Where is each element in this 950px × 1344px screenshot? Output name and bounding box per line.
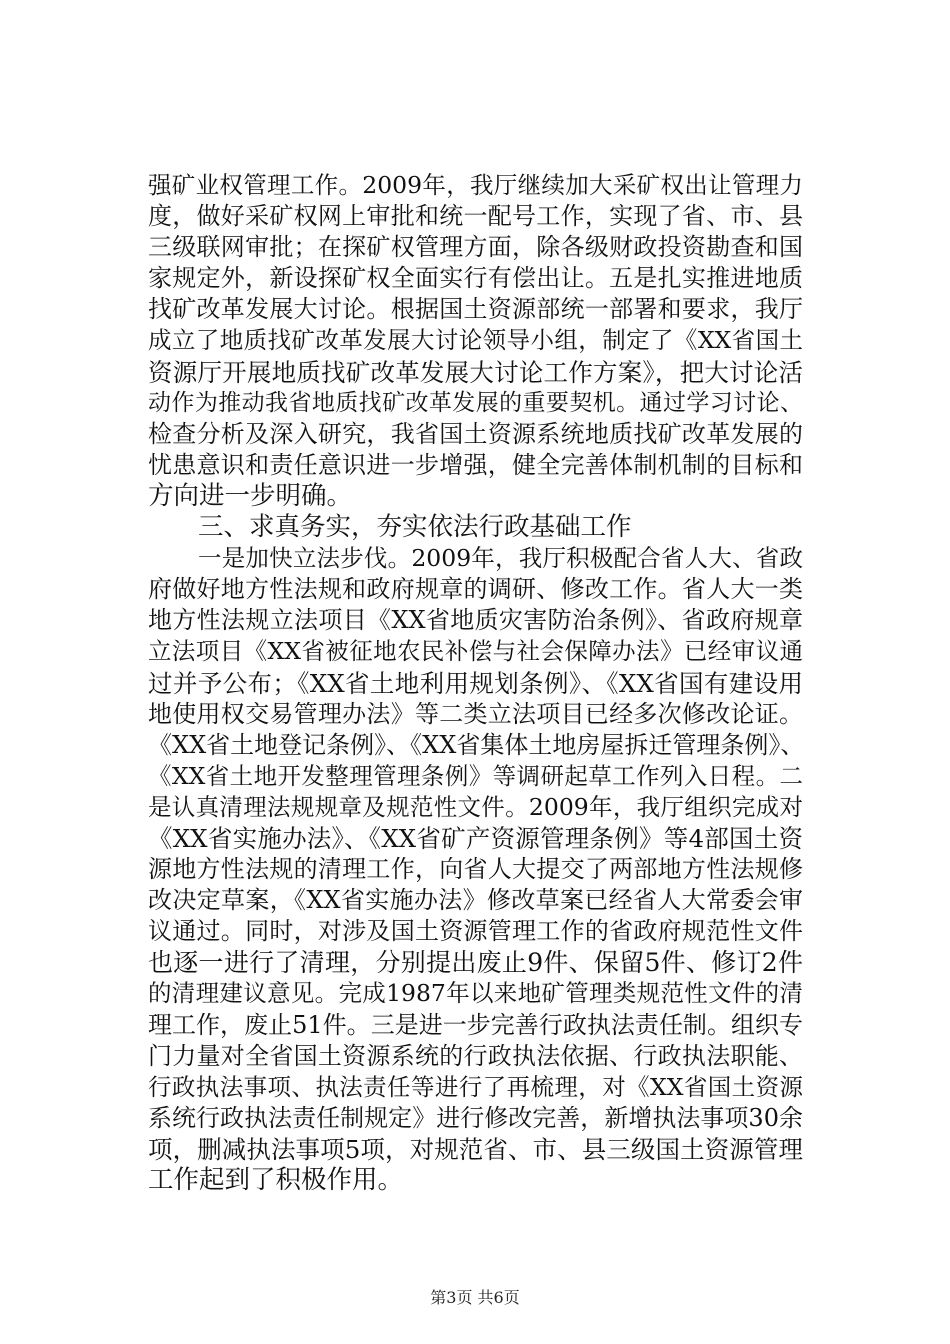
paragraph-line: 理工作，废止51件。三是进一步完善行政执法责任制。组织专 bbox=[148, 1010, 803, 1039]
page-footer: 第3页 共6页 bbox=[430, 1288, 520, 1307]
paragraph-line: 也逐一进行了清理，分别提出废止9件、保留5件、修订2件 bbox=[148, 948, 803, 978]
paragraph-line: 项，删减执法事项5项，对规范省、市、县三级国土资源管理 bbox=[148, 1134, 803, 1164]
paragraph-line: 方向进一步明确。 bbox=[148, 480, 353, 511]
paragraph-line: 源地方性法规的清理工作，向省人大提交了两部地方性法规修 bbox=[148, 855, 803, 884]
section-heading: 三、求真务实，夯实依法行政基础工作 bbox=[198, 512, 632, 543]
paragraph-line: 府做好地方性法规和政府规章的调研、修改工作。省人大一类 bbox=[148, 575, 803, 604]
paragraph-line: 一是加快立法步伐。2009年，我厅积极配合省人大、省政 bbox=[198, 544, 803, 573]
paragraph-line: 成立了地质找矿改革发展大讨论领导小组，制定了《XX省国土 bbox=[148, 326, 803, 355]
paragraph-line: 资源厅开展地质找矿改革发展大讨论工作方案》，把大讨论活 bbox=[148, 357, 803, 387]
paragraph-line: 行政执法事项、执法责任等进行了再梳理，对《XX省国土资源 bbox=[148, 1072, 803, 1101]
paragraph-line: 家规定外，新设探矿权全面实行有偿出让。五是扎实推进地质 bbox=[148, 264, 803, 293]
paragraph-line: 找矿改革发展大讨论。根据国土资源部统一部署和要求，我厅 bbox=[148, 295, 803, 324]
paragraph-line: 《XX省土地登记条例》、《XX省集体土地房屋拆迁管理条例》、 bbox=[148, 730, 805, 759]
paragraph-line: 系统行政执法责任制规定》进行修改完善，新增执法事项30余 bbox=[148, 1103, 803, 1132]
paragraph-line: 立法项目《XX省被征地农民补偿与社会保障办法》已经审议通 bbox=[148, 637, 803, 666]
paragraph-line: 《XX省实施办法》、《XX省矿产资源管理条例》等4部国土资 bbox=[148, 823, 803, 853]
paragraph-line: 动作为推动我省地质找矿改革发展的重要契机。通过学习讨论、 bbox=[148, 389, 803, 416]
paragraph-line: 忧患意识和责任意识进一步增强，健全完善体制机制的目标和 bbox=[148, 450, 803, 479]
paragraph-line: 地方性法规立法项目《XX省地质灾害防治条例》、省政府规章 bbox=[148, 606, 803, 635]
paragraph-line: 改决定草案，《XX省实施办法》修改草案已经省人大常委会审 bbox=[148, 886, 803, 915]
paragraph-line: 议通过。同时，对涉及国土资源管理工作的省政府规范性文件 bbox=[148, 917, 803, 946]
paragraph-line: 地使用权交易管理办法》等二类立法项目已经多次修改论证。 bbox=[148, 699, 803, 728]
paragraph-line: 是认真清理法规规章及规范性文件。2009年，我厅组织完成对 bbox=[148, 792, 803, 821]
paragraph-line: 检查分析及深入研究，我省国土资源系统地质找矿改革发展的 bbox=[148, 419, 803, 448]
paragraph-line: 《XX省土地开发整理管理条例》等调研起草工作列入日程。二 bbox=[148, 761, 803, 790]
paragraph-line: 过并予公布；《XX省土地利用规划条例》、《XX省国有建设用 bbox=[148, 668, 803, 698]
paragraph-line: 三级联网审批；在探矿权管理方面，除各级财政投资勘查和国 bbox=[148, 233, 803, 262]
paragraph-line: 工作起到了积极作用。 bbox=[148, 1165, 404, 1195]
paragraph-line: 度，做好采矿权网上审批和统一配号工作，实现了省、市、县 bbox=[148, 202, 803, 231]
paragraph-line: 门力量对全省国土资源系统的行政执法依据、行政执法职能、 bbox=[148, 1041, 803, 1070]
paragraph-line: 的清理建议意见。完成1987年以来地矿管理类规范性文件的清 bbox=[148, 979, 803, 1008]
paragraph-line: 强矿业权管理工作。2009年，我厅继续加大采矿权出让管理力 bbox=[148, 171, 803, 199]
